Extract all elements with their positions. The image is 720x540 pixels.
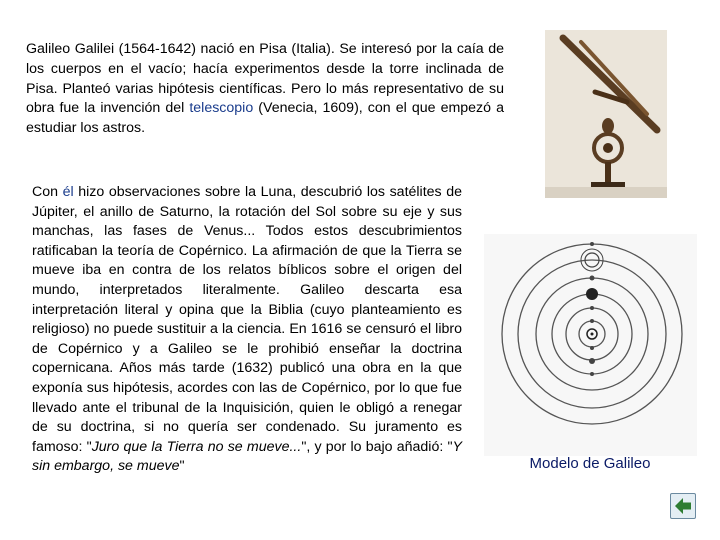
back-button[interactable]	[670, 493, 696, 519]
oath-quote: Juro que la Tierra no se mueve...	[91, 438, 302, 455]
galileo-name: Galileo Galilei	[26, 41, 115, 57]
body-text-end: "	[179, 458, 185, 475]
body-paragraph	[32, 183, 462, 477]
telescope-link[interactable]: telescopio	[189, 100, 254, 117]
back-arrow-icon	[671, 494, 695, 518]
galileo-model-diagram	[484, 234, 697, 456]
intro-text-end: (Venecia, 1609), con el que empezó a estudiar los astros.	[26, 100, 504, 137]
intro-paragraph	[26, 40, 504, 139]
whisper-quote: Y sin embargo, se mueve	[32, 438, 462, 475]
intro-text: (1564-1642) nació en Pisa (Italia). Se interesó por la caía de los cuerpos en el vacío; hacía experimentos desde la torre inclinada de Pisa. Planteó varias hipótesis científicas. Pero lo más representativo de su obra fue la invención del	[26, 41, 504, 117]
body-text: hizo observaciones sobre la Luna, descubrió los satélites de Júpiter, el anillo de Saturno, la rotación del Sol sobre su eje y sus manchas, las fases de Venus... Todos estos descubrimientos ratificaban la teoría de Copérnico. La afirmación de que la Tierra se mueve iba en contra de los relatos bíblicos sobre el origen del mundo, interpretados literalmente. Galileo descarta esa interpretación literal y opina que la Biblia (cuyo planteamiento es religioso) no puede sustituir a la ciencia. En 1616 se censuró el libro de Copérnico y a Galileo se le prohibió enseñar la doctrina copernicana. Años más tarde (1632) publicó una obra en la que exponía sus hipótesis, acordes con las de Copérnico, por lo que fue llevado ante el tribunal de la Inquisición, quien le obligó a renegar de su doctrina, si no quería ser condenado. Su juramento es famoso: "	[32, 184, 462, 455]
telescope-photo	[545, 30, 667, 198]
el-link[interactable]: él	[62, 184, 74, 200]
body-text-start: Con	[32, 184, 63, 200]
body-text-mid: ", y por lo bajo añadió: "	[301, 438, 453, 455]
model-caption: Modelo de Galileo	[529, 455, 651, 472]
